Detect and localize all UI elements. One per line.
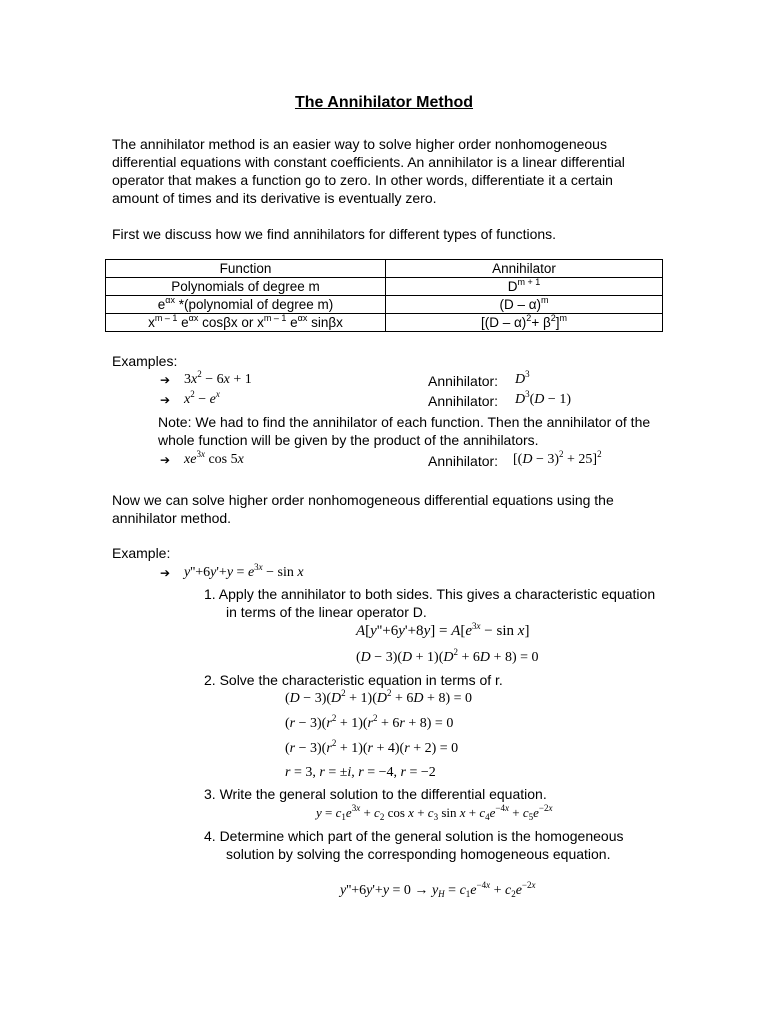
now-solve-paragraph: Now we can solve higher order nonhomogeneous differential equations using the annihilator method. xyxy=(112,492,614,526)
step-4-equation: $y''+6y'+y = 0 \to y_H = c_1e^{-4x} + c_2e^{-2x}$ xyxy=(340,880,536,899)
step-1-equation-b: $(D - 3)(D + 1)(D^2 + 6D + 8) = 0$ xyxy=(356,647,539,665)
step-2-equation-a: $(D - 3)(D^2 + 1)(D^2 + 6D + 8) = 0$ xyxy=(285,688,472,706)
right-arrow-icon: ➔ xyxy=(160,393,171,407)
right-arrow-icon: ➔ xyxy=(160,566,171,580)
intro-paragraph: The annihilator method is an easier way to solve higher order nonhomogeneous differential equations with constant coefficients. An annihilator is a linear differential operator that makes a function go to zero. In other words, differentiate it a certain amount of times and its derivative is eventually zero. xyxy=(112,136,625,206)
table-row xyxy=(106,278,663,296)
example-function-2: $x^2 - e^x$ xyxy=(184,389,220,407)
table-header-annihilator: Annihilator xyxy=(386,260,663,278)
right-arrow-icon: ➔ xyxy=(160,373,171,387)
step-3-equation: $y = c_1e^{3x} + c_2$ $\cos x + c_3$ $\sin x + c_4e^{-4x} + c_5e^{-2x}$ xyxy=(316,803,553,822)
step-1-equation-a: $A[y''+6y'+8y] = A[e^{3x} - \sin x]$ xyxy=(356,621,530,639)
annihilator-label: Annihilator: xyxy=(428,373,499,389)
table-cell: $e^{\alpha x}$ *(polynomial of degree m) xyxy=(106,296,386,314)
example-equation: $y''+6y'+y = e^{3x} - \sin x$ xyxy=(184,562,304,580)
example-annihilator-3: $[(D - 3)^2 + 25]^2$ xyxy=(513,449,602,467)
annihilator-table xyxy=(105,259,663,332)
example-annihilator-1: $D^3$ xyxy=(515,369,530,387)
table-cell: $[(D - \alpha)^2+ \beta^2]^m$ xyxy=(386,314,663,332)
table-cell: $D^{m + 1}$ xyxy=(386,278,663,296)
step-1: 1. Apply the annihilator to both sides. This gives a characteristic equation in terms of the linear operator D. xyxy=(204,586,656,620)
example-function-1: $3x^2 - 6x + 1$ xyxy=(184,369,252,387)
step-3: 3. Write the general solution to the differential equation. xyxy=(204,786,547,802)
annihilator-label: Annihilator: xyxy=(428,453,499,469)
examples-heading: Examples: xyxy=(112,353,178,369)
table-cell: $x^{m - 1}$ $e^{\alpha x}$ cosβx or $x^{m - 1}$ $e^{\alpha x}$ sinβx xyxy=(106,314,386,332)
table-header-function: Function xyxy=(106,260,386,278)
example-heading: Example: xyxy=(112,545,171,561)
page-title: The Annihilator Method xyxy=(294,94,474,111)
table-row xyxy=(106,314,663,332)
step-2-equation-b: $(r - 3)(r^2 + 1)(r^2 + 6r + 8) = 0$ xyxy=(285,713,454,731)
table-cell: Polynomials of degree m xyxy=(106,278,386,296)
step-2-equation-c: $(r - 3)(r^2 + 1)(r + 4)(r + 2) = 0$ xyxy=(285,738,459,756)
example-annihilator-2: $D^3(D - 1)$ xyxy=(515,389,571,407)
step-2-equation-d: r = 3, r = ±i, r = −4, r = −2 xyxy=(285,765,436,780)
annihilator-label: Annihilator: xyxy=(428,393,499,409)
note-paragraph: Note: We had to find the annihilator of each function. Then the annihilator of the whole function will be given by the product of the annihilators. xyxy=(158,414,651,448)
table-header-row xyxy=(106,260,663,278)
table-cell: (D – α)$^m$ xyxy=(386,296,663,314)
right-arrow-icon: ➔ xyxy=(160,453,171,467)
first-discuss-paragraph: First we discuss how we find annihilators for different types of functions. xyxy=(112,226,557,242)
table-row xyxy=(106,296,663,314)
step-2: 2. Solve the characteristic equation in terms of r. xyxy=(204,672,503,688)
step-4: 4. Determine which part of the general solution is the homogeneous solution by solving the corresponding homogeneous equation. xyxy=(204,828,624,862)
example-function-3: $xe^{3x}$ cos 5x xyxy=(184,449,244,467)
